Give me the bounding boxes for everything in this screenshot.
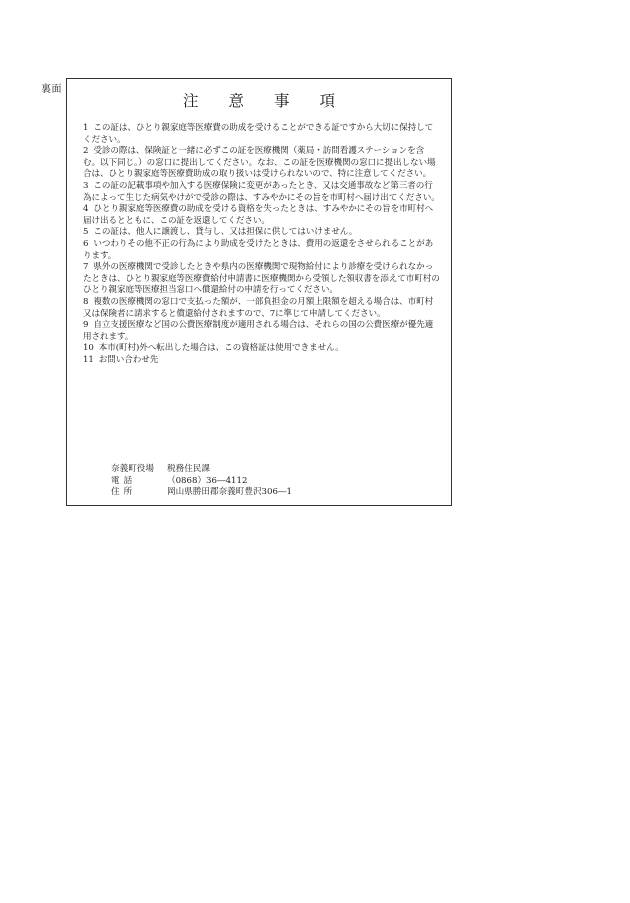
notice-frame bbox=[66, 78, 452, 506]
contact-office-row bbox=[111, 464, 292, 476]
reverse-side-label: 裏面 bbox=[41, 84, 62, 95]
contact-department: 税務住民課 bbox=[167, 464, 210, 474]
notice-list bbox=[83, 123, 441, 366]
contact-phone: （0868）36―4112 bbox=[167, 475, 248, 486]
notice-item-4: 4 ひとり親家庭等医療費の助成を受ける資格を失ったときは、すみやかにその旨を市町村へ届け出るとともに、この証を返還してください。 bbox=[83, 204, 434, 226]
notice-item-3: 3 この証の記載事項や加入する医療保険に変更があったとき、又は交通事故など第三者の行為によって生じた病気やけがで受診の際は、すみやかにその旨を市町村へ届け出てください。 bbox=[83, 180, 440, 203]
notice-item-11: 11 お問い合わせ先 bbox=[83, 354, 159, 365]
contact-address-row bbox=[111, 487, 292, 499]
notice-title: 注意事項 bbox=[182, 92, 365, 110]
notice-item-1: 1 この証は、ひとり親家庭等医療費の助成を受けることができる証ですから大切に保持してください。 bbox=[83, 123, 434, 145]
notice-item-6: 6 いつわりその他不正の行為により助成を受けたときは、費用の返還をさせられることがあります。 bbox=[83, 238, 434, 261]
notice-item-8: 8 複数の医療機関の窓口で支払った額が、一部負担金の月額上限額を超える場合は、市町村又は保険者に請求すると償還給付されますので、7に準じて申請してください。 bbox=[83, 296, 434, 319]
contact-office: 奈義町役場 bbox=[111, 464, 154, 474]
contact-block bbox=[111, 464, 292, 499]
notice-item-2: 2 受診の際は、保険証と一緒に必ずこの証を医療機関（薬局・訪問看護ステーションを含む。以下同じ。）の窓口に提出してください。なお、この証を医療機関の窓口に提出しない場合は、ひとり親家庭等医療費助成の取り扱いは受けられないので、特に注意してください。 bbox=[83, 146, 436, 180]
contact-address-label: 住所 bbox=[111, 487, 137, 498]
contact-phone-label: 電話 bbox=[111, 475, 137, 486]
contact-address: 岡山県勝田郡奈義町豊沢306―1 bbox=[167, 487, 292, 498]
notice-item-10: 10 本市(町村)外へ転出した場合は、この資格証は使用できません。 bbox=[83, 343, 344, 354]
notice-item-5: 5 この証は、他人に譲渡し、貸与し、又は担保に供してはいけません。 bbox=[83, 227, 358, 238]
notice-item-9: 9 自立支援医療など国の公費医療制度が適用される場合は、それらの国の公費医療が優先適用されます。 bbox=[83, 320, 434, 342]
contact-phone-row bbox=[111, 476, 292, 488]
notice-item-7: 7 県外の医療機関で受診したときや県内の医療機関で現物給付により診療を受けられなかったときは、ひとり親家庭等医療費給付申請書に医療機関から受領した領収書を添えて市町村のひとり親家庭等医療担当窓口へ償還給付の申請を行ってください。 bbox=[83, 262, 440, 296]
